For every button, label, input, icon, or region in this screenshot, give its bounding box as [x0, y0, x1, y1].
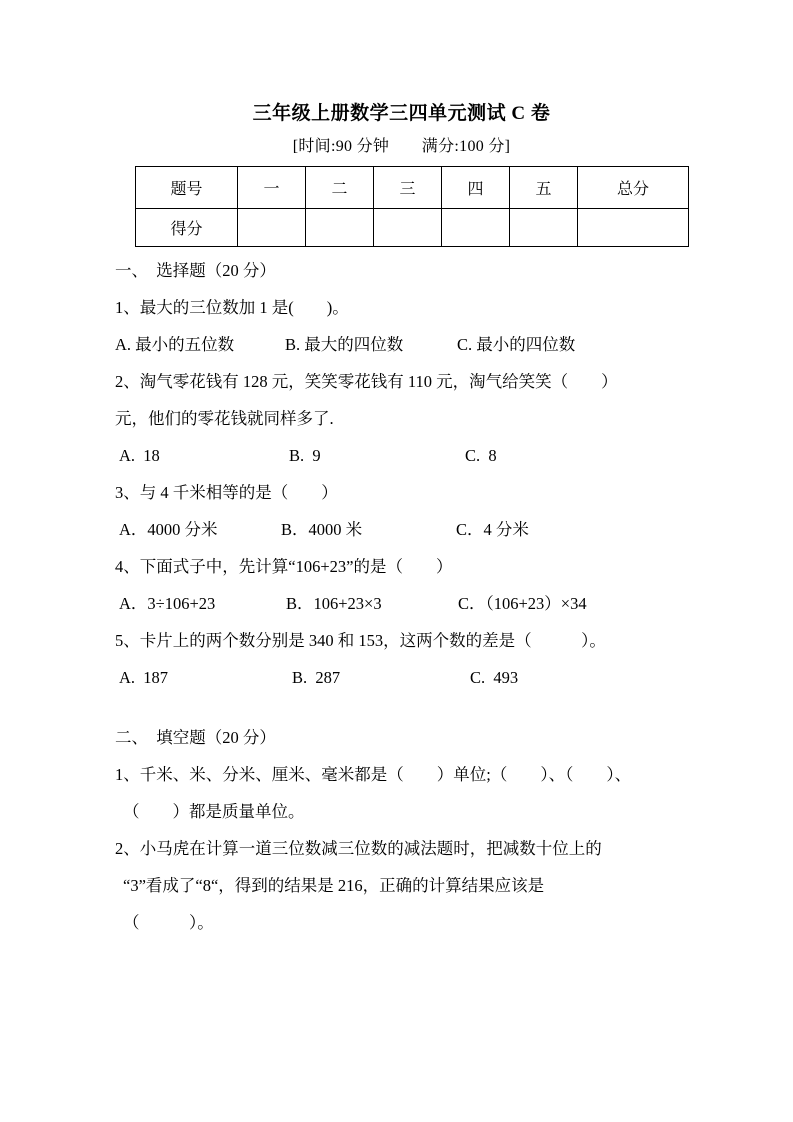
score-table-label-score: 得分: [136, 209, 238, 247]
option-4-b[interactable]: B．106+23×3: [286, 594, 382, 613]
question-1-stem: 1、最大的三位数加 1 是( )。: [115, 298, 349, 317]
score-table-header-5: 五: [510, 167, 578, 209]
section-heading-fill: 二、 填空题（20 分）: [115, 728, 276, 747]
section-heading-choice: 一、 选择题（20 分）: [115, 261, 276, 280]
document-body: [115, 100, 688, 941]
option-5-b[interactable]: B. 287: [292, 668, 341, 687]
option-3-a[interactable]: A．4000 分米: [119, 520, 218, 539]
score-table-header-4: 四: [442, 167, 510, 209]
option-1-a[interactable]: A. 最小的五位数: [115, 335, 235, 354]
question-2-stem: 2、淘气零花钱有 128 元，笑笑零花钱有 110 元，淘气给笑笑（ ）: [115, 372, 618, 391]
option-5-c[interactable]: C. 493: [470, 668, 519, 687]
option-3-c[interactable]: C．4 分米: [456, 520, 529, 539]
score-cell-5[interactable]: [510, 209, 578, 247]
score-cell-1[interactable]: [238, 209, 306, 247]
fill-question-1-stem-cont: （ ）都是质量单位。: [123, 802, 305, 821]
option-4-a[interactable]: A．3÷106+23: [119, 594, 216, 613]
score-table-header-3: 三: [374, 167, 442, 209]
fill-question-1-stem: 1、千米、米、分米、厘米、毫米都是（ ）单位;（ ）、（ ）、: [115, 765, 632, 784]
option-5-a[interactable]: A. 187: [119, 668, 169, 687]
question-2-options: [115, 437, 688, 474]
fill-question-2-stem-cont: “3”看成了“8“，得到的结果是 216，正确的计算结果应该是: [123, 876, 545, 895]
option-1-c[interactable]: C. 最小的四位数: [457, 335, 576, 354]
option-4-c[interactable]: C．（106+23）×34: [458, 594, 587, 613]
question-1-options: [115, 326, 688, 363]
exam-meta-line: [时间:90 分钟 满分:100 分]: [292, 138, 511, 155]
score-table-header-total: 总分: [578, 167, 689, 209]
question-4-stem: 4、下面式子中，先计算“106+23”的是（ ）: [115, 557, 453, 576]
question-4-options: [115, 585, 688, 622]
option-2-c[interactable]: C. 8: [465, 446, 497, 465]
score-table-header-2: 二: [306, 167, 374, 209]
table-row: [136, 167, 689, 209]
option-1-b[interactable]: B. 最大的四位数: [285, 335, 404, 354]
score-cell-total[interactable]: [578, 209, 689, 247]
fill-question-2-stem: 2、小马虎在计算一道三位数减三位数的减法题时，把减数十位上的: [115, 839, 602, 858]
option-2-a[interactable]: A. 18: [119, 446, 160, 465]
option-2-b[interactable]: B. 9: [289, 446, 321, 465]
score-cell-3[interactable]: [374, 209, 442, 247]
score-cell-2[interactable]: [306, 209, 374, 247]
score-table-header-1: 一: [238, 167, 306, 209]
score-table-label-header: 题号: [136, 167, 238, 209]
question-5-stem: 5、卡片上的两个数分别是 340 和 153，这两个数的差是（ ）。: [115, 631, 606, 650]
option-3-b[interactable]: B．4000 米: [281, 520, 363, 539]
question-2-stem-cont: 元，他们的零花钱就同样多了.: [115, 409, 334, 428]
section-spacer: [115, 696, 688, 714]
score-table: [135, 166, 689, 247]
question-3-stem: 3、与 4 千米相等的是（ ）: [115, 483, 338, 502]
score-cell-4[interactable]: [442, 209, 510, 247]
table-row: [136, 209, 689, 247]
question-5-options: [115, 659, 688, 696]
question-3-options: [115, 511, 688, 548]
fill-question-2-stem-cont2: （ ）。: [123, 913, 214, 932]
page-title: 三年级上册数学三四单元测试 C 卷: [252, 103, 551, 124]
